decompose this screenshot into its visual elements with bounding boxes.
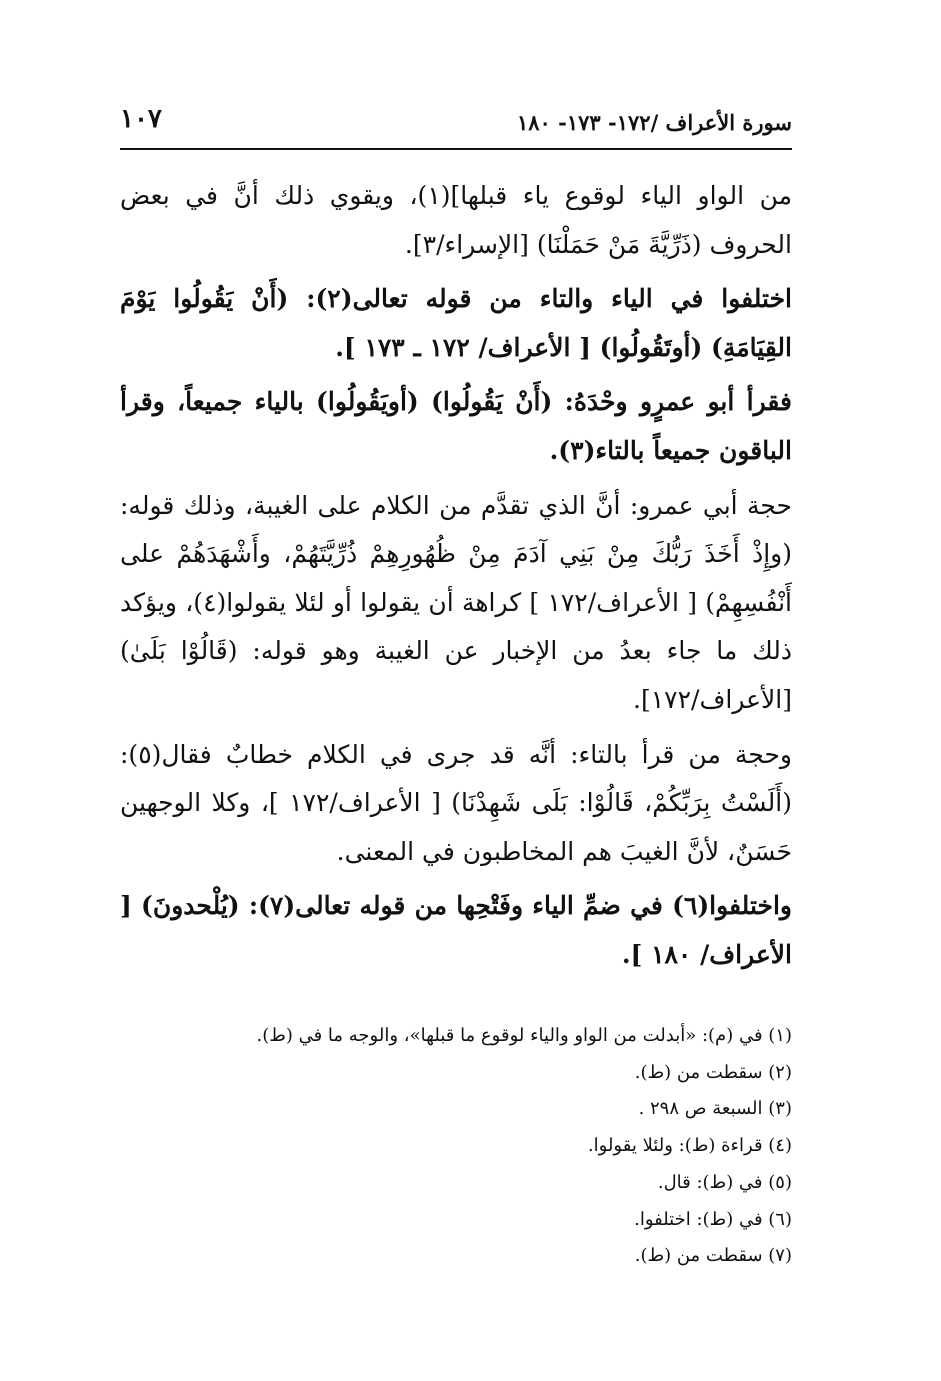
footnote: (٧) سقطت من (ط). [634, 1245, 792, 1267]
paragraph: وحجة من قرأ بالتاء: أنَّه قد جرى في الكلام خطابٌ فقال(٥): (أَلَسْتُ بِرَبِّكُمْ، قَالُوْا: بَلَى شَهِدْنَا) [ الأعراف/١٧٢ ]، وكلا الوجهين حَسَنٌ، لأنَّ الغيبَ هم المخاطبون في المعنى. [120, 739, 792, 866]
footnote: (٥) في (ط): قال. [657, 1171, 792, 1193]
paragraph-bold: اختلفوا في الياء والتاء من قوله تعالى(٢): (أَنْ يَقُولُوا يَوْمَ القِيَامَةِ) (أوتَقُولُوا) [ الأعراف/ ١٧٢ ـ ١٧٣ ]. [120, 284, 793, 362]
running-title: سورة الأعراف /١٧٢- ١٧٣- ١٨٠ [516, 110, 792, 135]
footnote: (٤) قراءة (ط): ولئلا يقولوا. [587, 1135, 792, 1157]
paragraph-bold: فقرأ أبو عمرٍو وحْدَهُ: (أَنْ يَقُولُوا) (أويَقُولُوا) بالياء جميعاً، وقرأ الباقون جميعاً بالتاء(٣). [120, 387, 792, 465]
page-number: ١٠٧ [120, 104, 162, 134]
footnote: (٢) سقطت من (ط). [634, 1061, 792, 1083]
main-text [120, 172, 792, 986]
paragraph: من الواو الياء لوقوع ياء قبلها](١)، ويقوي ذلك أنَّ في بعض الحروف (ذَرِّيَّةَ مَنْ حَمَلْنَا) [الإسراء/٣]. [120, 181, 793, 259]
footnote: (٣) السبعة ص ٢٩٨ . [638, 1098, 792, 1120]
paragraph-bold: واختلفوا(٦) في ضمِّ الياء وفَتْحِها من قوله تعالى(٧): (يُلْحدونَ) [ الأعراف/ ١٨٠ ]. [120, 891, 792, 969]
page-header [120, 104, 792, 150]
footnotes [120, 1018, 792, 1275]
footnote: (٦) في (ط): اختلفوا. [634, 1208, 792, 1230]
footnote: (١) في (م): «أبدلت من الواو والياء لوقوع ما قبلها»، والوجه ما في (ط). [256, 1025, 792, 1046]
paragraph: حجة أبي عمرو: أنَّ الذي تقدَّم من الكلام على الغيبة، وذلك قوله: (وإِذْ أَخَذَ رَبُّكَ مِنْ بَنِي آدَمَ مِنْ ظُهُورِهِمْ ذُرِّيَّتَهُمْ، وأَشْهَدَهُمْ على أَنْفُسِهِمْ) [ الأعراف/١٧٢ ] كراهة أن يقولوا أو لئلا يقولوا(٤)، ويؤكد ذلك ما جاء بعدُ من الإخبار عن الغيبة وهو قوله: (قَالُوْا بَلَىٰ) [الأعراف/١٧٢]. [120, 490, 792, 714]
